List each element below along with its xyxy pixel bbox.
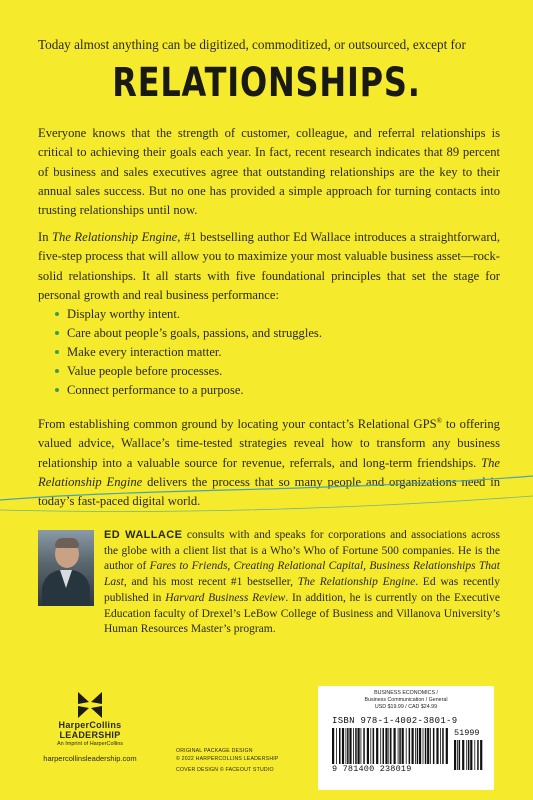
book-title: The Relationship Engine xyxy=(38,455,500,490)
book-title: The Relationship Engine xyxy=(52,230,178,244)
text: From establishing common ground by locating your contact’s Relational GPS xyxy=(38,417,437,432)
principles-list xyxy=(55,305,322,400)
bullet-icon xyxy=(55,312,59,316)
ean-number: 9 781400 238019 xyxy=(332,764,412,774)
paragraph-introduction xyxy=(38,228,500,305)
design-credits xyxy=(176,748,306,775)
book-title: The Relationship Engine xyxy=(297,576,416,589)
text: , and his most recent #1 bestseller, xyxy=(123,576,298,589)
brand-name: HarperCollins xyxy=(58,720,122,730)
category-info xyxy=(318,690,494,711)
intro-line: Today almost anything can be digitized, commoditized, or outsourced, except for xyxy=(38,37,466,52)
principle-text: Value people before processes. xyxy=(67,364,223,379)
barcode-panel xyxy=(318,686,494,790)
design-line: ORIGINAL PACKAGE DESIGN xyxy=(176,748,253,754)
brand-subtitle: LEADERSHIP xyxy=(59,730,121,740)
list-item xyxy=(55,305,322,324)
category-line: BUSINESS ECONOMICS / xyxy=(374,690,438,696)
principle-text: Connect performance to a purpose. xyxy=(67,383,244,398)
list-item xyxy=(55,381,322,400)
bullet-icon xyxy=(55,350,59,354)
publisher-website: harpercollinsleadership.com xyxy=(43,754,137,763)
author-bio xyxy=(104,528,500,638)
publisher-logo xyxy=(40,690,140,765)
principle-text: Make every interaction matter. xyxy=(67,345,222,360)
text: to offering valued advice, Wallace’s time-tested strategies reveal how to transform any business relationship into a valuable source for revenue, referrals, and long-term friendships. xyxy=(38,417,500,470)
author-name: ED WALLACE xyxy=(104,529,183,541)
text: . In addition, he is currently on the Executive Education faculty of Drexel’s LeBow College of Business and Villanova University’s Human Resources Master’s program. xyxy=(104,591,500,636)
price-barcode-icon xyxy=(454,740,484,770)
cover-design-line: COVER DESIGN © FACEOUT STUDIO xyxy=(176,767,274,773)
isbn-text: ISBN 978-1-4002-3801-9 xyxy=(332,716,458,726)
registered-mark: ® xyxy=(436,417,442,425)
text: consults with and speaks for corporations and associations across the globe with a client list that is a Who’s Who of Fortune 500 companies. He is the author of xyxy=(104,529,500,573)
list-item xyxy=(55,362,322,381)
book-titles: Fares to Friends, Creating Relational Capital, Business Relationships That Last xyxy=(104,560,500,589)
bullet-icon xyxy=(55,331,59,335)
copyright-line: © 2022 HARPERCOLLINS LEADERSHIP xyxy=(176,755,279,762)
price-line: USD $19.99 / CAD $24.99 xyxy=(374,704,438,710)
publication-title: Harvard Business Review xyxy=(165,591,286,604)
list-item xyxy=(55,343,322,362)
text: . Ed was recently published in xyxy=(104,576,500,604)
headline: RELATIONSHIPS. xyxy=(112,60,421,106)
text: In xyxy=(38,230,53,244)
bullet-icon xyxy=(55,388,59,392)
imprint-line: An Imprint of HarperCollins xyxy=(56,741,124,747)
text: delivers the process that so many people and organizations need in today’s fast-paced digital world. xyxy=(38,475,501,509)
list-item xyxy=(55,324,322,343)
decorative-swoosh xyxy=(0,470,533,530)
principle-text: Display worthy intent. xyxy=(67,307,180,321)
harpercollins-icon xyxy=(75,690,105,720)
price-code: 51999 xyxy=(454,728,480,738)
barcode-icon xyxy=(332,728,448,764)
text: , #1 bestselling author Ed Wallace introduces a straightforward, five-step process that will allow you to maximize your most valuable business asset—rock-solid relationships. It all starts with five foundational principles that set the stage for personal growth and real business performance: xyxy=(38,230,501,302)
bullet-icon xyxy=(55,369,59,373)
paragraph-research: Everyone knows that the strength of customer, colleague, and referral relationships is critical to achieving their goals each year. In fact, recent research indicates that 89 percent of business and sales executives agree that outstanding relationships are the key to their annual sales success. But no one has provided a simple approach for turning contacts into trusting relationships until now. xyxy=(38,126,500,218)
author-photo xyxy=(38,530,94,606)
category-line: Business Communication / General xyxy=(364,697,448,703)
principle-text: Care about people’s goals, passions, and struggles. xyxy=(67,326,322,341)
